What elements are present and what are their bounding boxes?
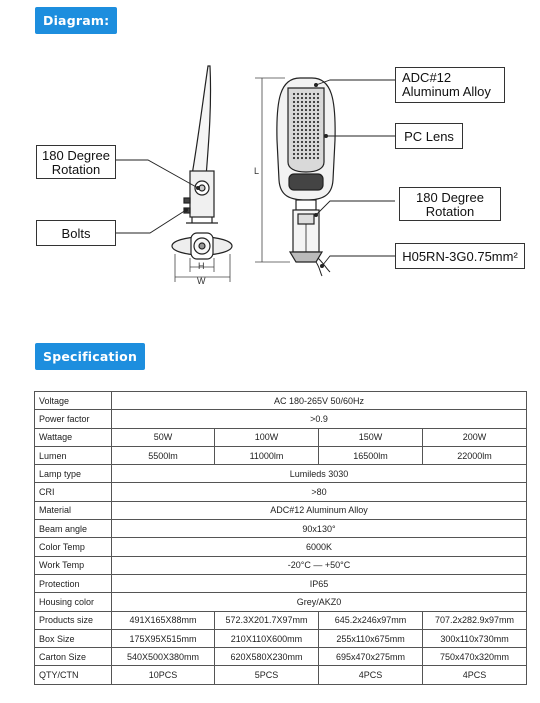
- row-value: 100W: [215, 428, 319, 446]
- row-value: 707.2x282.9x97mm: [423, 611, 527, 629]
- table-row: [35, 556, 527, 574]
- row-label: Material: [35, 501, 112, 519]
- row-label: Power factor: [35, 410, 112, 428]
- row-value: 540X500X380mm: [112, 648, 215, 666]
- table-row: [35, 465, 527, 483]
- bolts-callout: [36, 220, 116, 246]
- table-row: [35, 611, 527, 629]
- rotation-left-line-2: Rotation: [51, 162, 101, 177]
- side-view: [184, 66, 218, 223]
- specification-table: [34, 391, 527, 685]
- row-label: Lamp type: [35, 465, 112, 483]
- led-grid: [291, 92, 321, 160]
- row-label: Color Temp: [35, 538, 112, 556]
- row-value: 200W: [423, 428, 527, 446]
- row-value: -20°C — +50°C: [112, 556, 527, 574]
- diagram-heading: Diagram:: [35, 7, 117, 34]
- row-label: Wattage: [35, 428, 112, 446]
- row-value: 491X165X88mm: [112, 611, 215, 629]
- row-value: IP65: [112, 574, 527, 592]
- material-line-1: ADC#12: [402, 70, 452, 85]
- row-value: >80: [112, 483, 527, 501]
- row-label: Work Temp: [35, 556, 112, 574]
- table-row: [35, 648, 527, 666]
- row-label: Carton Size: [35, 648, 112, 666]
- row-value: 210X110X600mm: [215, 629, 319, 647]
- row-value: 645.2x246x97mm: [319, 611, 423, 629]
- row-value: AC 180-265V 50/60Hz: [112, 392, 527, 410]
- mount-bottom-view: [172, 233, 232, 259]
- cable-callout: [395, 243, 525, 269]
- row-value: Grey/AKZ0: [112, 593, 527, 611]
- row-value: 11000lm: [215, 446, 319, 464]
- table-row: [35, 593, 527, 611]
- row-value: 150W: [319, 428, 423, 446]
- row-value: 750x470x320mm: [423, 648, 527, 666]
- cable-label: H05RN-3G0.75mm²: [402, 249, 518, 264]
- table-row: [35, 446, 527, 464]
- material-callout: [395, 67, 505, 103]
- rotation-left-line-1: 180 Degree: [42, 148, 110, 163]
- row-value: 572.3X201.7X97mm: [215, 611, 319, 629]
- product-diagram: [0, 40, 540, 300]
- table-row: [35, 629, 527, 647]
- table-row: [35, 574, 527, 592]
- table-row: [35, 428, 527, 446]
- row-label: Protection: [35, 574, 112, 592]
- row-label: Lumen: [35, 446, 112, 464]
- rotation-right-line-2: Rotation: [425, 204, 475, 219]
- row-value: ADC#12 Aluminum Alloy: [112, 501, 527, 519]
- table-row: [35, 520, 527, 538]
- front-view: [277, 78, 335, 276]
- row-value: >0.9: [112, 410, 527, 428]
- bolts-label: Bolts: [61, 226, 91, 241]
- dimension-w-label: W: [197, 276, 206, 286]
- row-value: 6000K: [112, 538, 527, 556]
- material-line-2: Aluminum Alloy: [402, 84, 491, 99]
- dimension-l-label: L: [254, 166, 260, 176]
- row-value: 22000lm: [423, 446, 527, 464]
- row-label: Box Size: [35, 629, 112, 647]
- row-label: QTY/CTN: [35, 666, 112, 684]
- table-row: [35, 538, 527, 556]
- row-value: 300x110x730mm: [423, 629, 527, 647]
- table-row: [35, 392, 527, 410]
- row-label: CRI: [35, 483, 112, 501]
- table-row: [35, 483, 527, 501]
- lens-callout: [395, 123, 463, 149]
- specification-heading: Specification: [35, 343, 145, 370]
- row-value: 50W: [112, 428, 215, 446]
- row-value: 620X580X230mm: [215, 648, 319, 666]
- dimension-h-label: H: [198, 261, 205, 271]
- row-value: 10PCS: [112, 666, 215, 684]
- row-value: 695x470x275mm: [319, 648, 423, 666]
- row-value: 16500lm: [319, 446, 423, 464]
- rotation-right-callout: [399, 187, 501, 221]
- row-label: Housing color: [35, 593, 112, 611]
- row-value: 4PCS: [423, 666, 527, 684]
- row-value: Lumileds 3030: [112, 465, 527, 483]
- lens-label: PC Lens: [404, 129, 454, 144]
- row-value: 255x110x675mm: [319, 629, 423, 647]
- table-row: [35, 666, 527, 684]
- row-value: 175X95X515mm: [112, 629, 215, 647]
- row-value: 90x130°: [112, 520, 527, 538]
- row-label: Voltage: [35, 392, 112, 410]
- rotation-right-line-1: 180 Degree: [416, 190, 484, 205]
- row-value: 5500lm: [112, 446, 215, 464]
- table-row: [35, 410, 527, 428]
- row-label: Beam angle: [35, 520, 112, 538]
- row-label: Products size: [35, 611, 112, 629]
- table-row: [35, 501, 527, 519]
- rotation-left-callout: [36, 145, 116, 179]
- row-value: 5PCS: [215, 666, 319, 684]
- row-value: 4PCS: [319, 666, 423, 684]
